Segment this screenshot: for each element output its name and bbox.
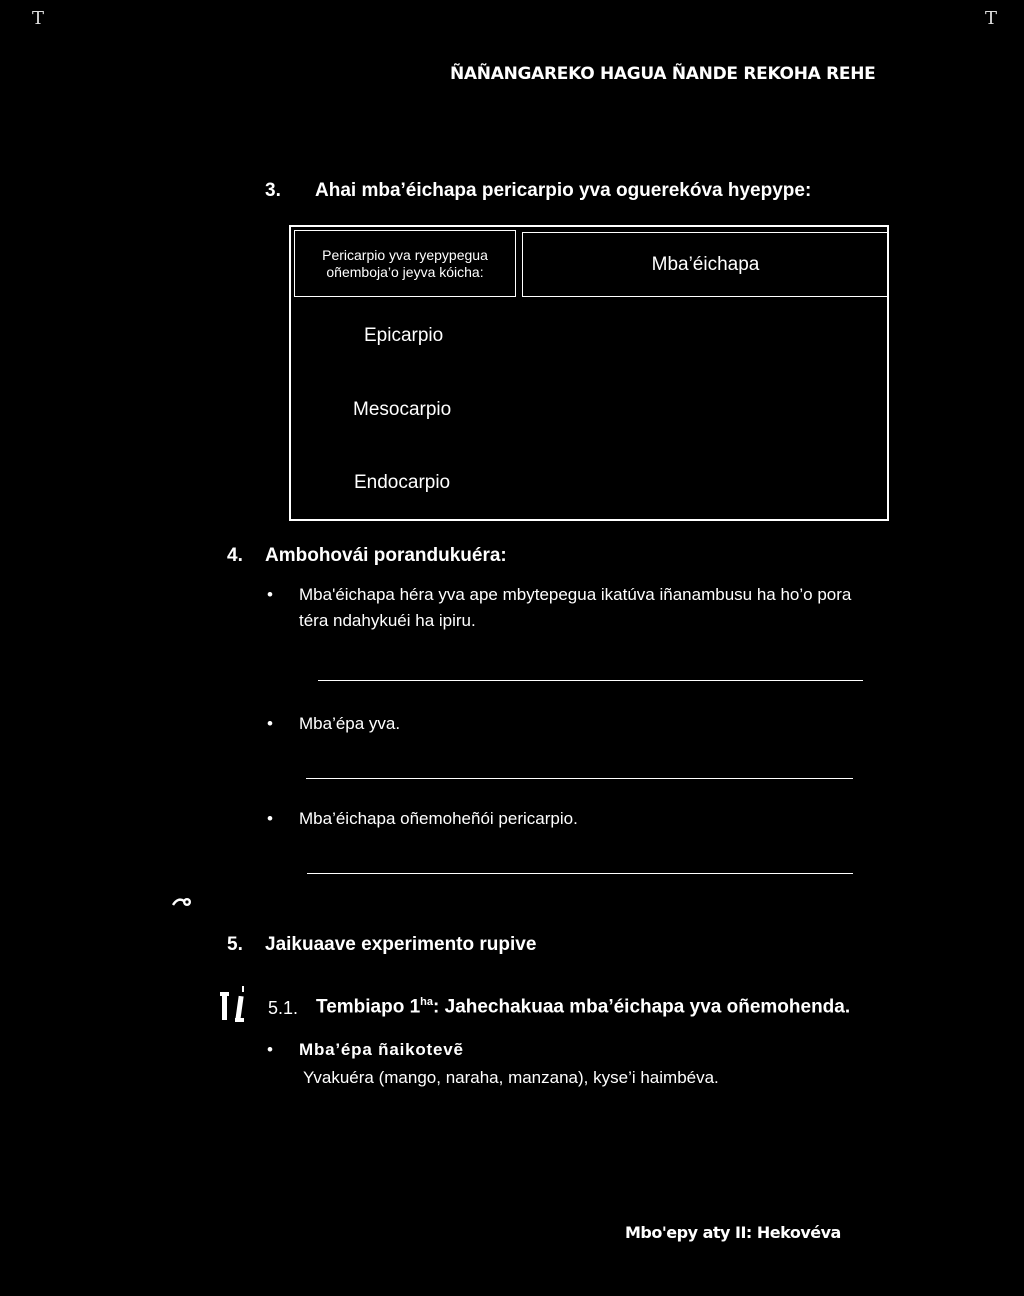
q4-item-2-text: Mba’épa yva. bbox=[299, 714, 401, 733]
row-label-mesocarpio: Mesocarpio bbox=[353, 399, 452, 420]
page-header: ÑAÑANGAREKO HAGUA ÑANDE REKOHA REHE bbox=[450, 64, 876, 84]
q3-number: 3. bbox=[265, 180, 281, 201]
table-header-description: Mba’éichapa bbox=[522, 232, 889, 297]
q4-item-2 bbox=[267, 711, 401, 737]
q5-1-title-sup: ha bbox=[420, 996, 434, 1008]
table-header-layers: Pericarpio yva ryepypegua oñemboja’o jeyva kóicha: bbox=[294, 230, 516, 297]
row-label-endocarpio: Endocarpio bbox=[354, 472, 451, 493]
bullet-dot: • bbox=[267, 585, 273, 604]
q4-item-1 bbox=[267, 582, 869, 634]
description-cell-endocarpio[interactable] bbox=[522, 447, 882, 507]
row-label-epicarpio: Epicarpio bbox=[364, 325, 444, 346]
bullet-dot: • bbox=[267, 809, 273, 828]
materials-bullet-dot: • bbox=[267, 1040, 273, 1059]
q5-number: 5. bbox=[227, 934, 243, 955]
q5-1-title-a: Tembiapo 1 bbox=[316, 996, 421, 1018]
q5-1-title-b: : Jahechakuaa mba’éichapa yva oñemohenda. bbox=[433, 996, 851, 1018]
q5-text: Jaikuaave experimento rupive bbox=[265, 934, 537, 955]
description-cell-mesocarpio[interactable] bbox=[522, 377, 882, 437]
materials-label: Mba’épa ñaikotevẽ bbox=[299, 1040, 464, 1059]
q4-number: 4. bbox=[227, 545, 243, 566]
q4-item-3-text: Mba’éichapa oñemoheñói pericarpio. bbox=[299, 809, 578, 828]
answer-line-2[interactable] bbox=[306, 778, 853, 779]
fruit-layers-table bbox=[289, 225, 889, 521]
hand-pointer-icon bbox=[172, 893, 194, 909]
q4-item-3 bbox=[267, 806, 578, 832]
corner-mark-left: T bbox=[32, 8, 45, 29]
materials-text: Yvakuéra (mango, naraha, manzana), kyse’i haimbéva. bbox=[303, 1068, 719, 1087]
description-cell-epicarpio[interactable] bbox=[522, 307, 882, 367]
bullet-dot: • bbox=[267, 714, 273, 733]
tools-icon bbox=[220, 984, 250, 1024]
q5-1-title bbox=[316, 996, 850, 1018]
q5-1-number: 5.1. bbox=[268, 998, 299, 1018]
answer-line-1[interactable] bbox=[318, 680, 863, 681]
q4-text: Ambohovái porandukuéra: bbox=[265, 545, 507, 566]
corner-mark-right: T bbox=[985, 8, 998, 29]
page-footer: Mbo'epy aty II: Hekovéva bbox=[625, 1223, 841, 1242]
q3-text: Ahai mba’éichapa pericarpio yva oguerekóva hyepype: bbox=[315, 180, 812, 201]
q4-item-1-text: Mba'éichapa héra yva ape mbytepegua ikatúva iñanambusu ha ho’o pora téra ndahykuéi ha ipiru. bbox=[299, 585, 852, 630]
answer-line-3[interactable] bbox=[307, 873, 853, 874]
